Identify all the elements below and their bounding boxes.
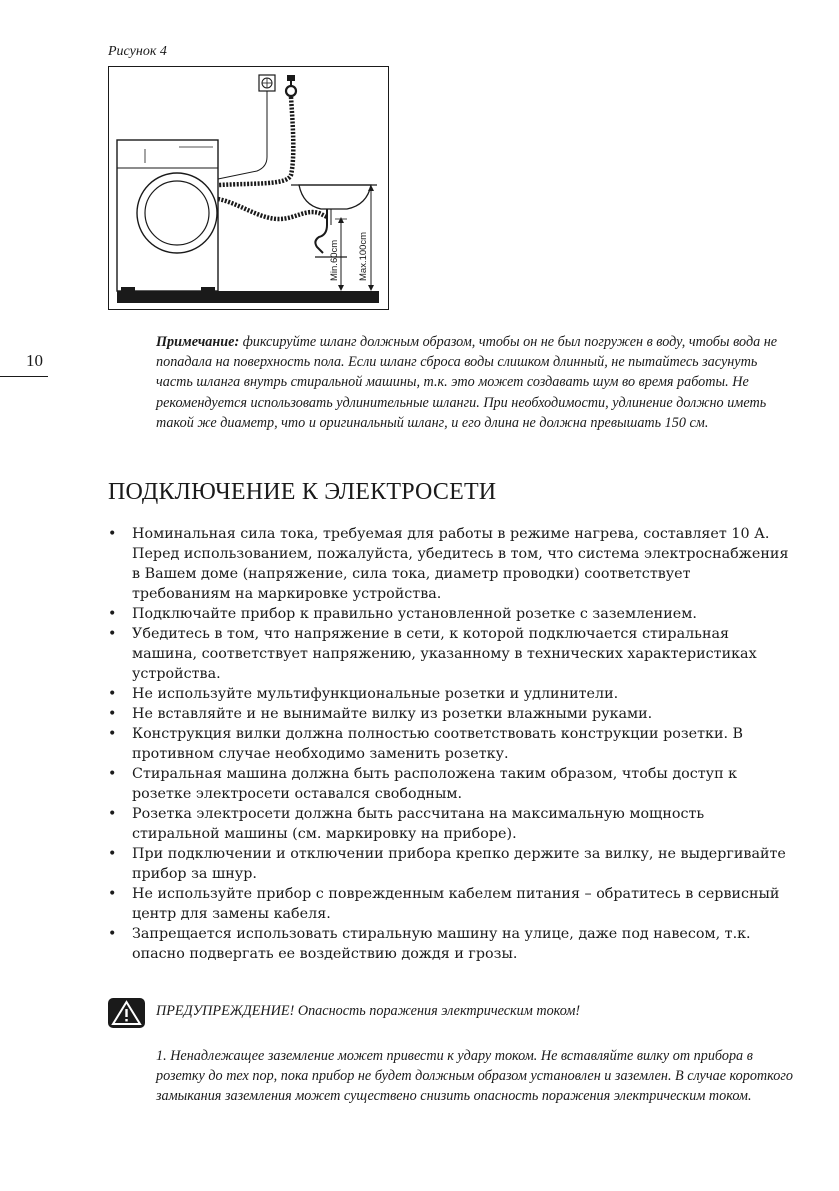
list-item: • Не используйте мультифункциональные розетки и удлинители. — [108, 684, 790, 704]
safety-bullet-list — [108, 524, 790, 964]
list-item: • Не используйте прибор с поврежденным кабелем питания – обратитесь в сервисный центр для замены кабеля. — [108, 884, 790, 924]
inlet-hose — [218, 97, 293, 185]
page-number-rule — [0, 376, 48, 377]
list-item: • Подключайте прибор к правильно установленной розетке с заземлением. — [108, 604, 790, 624]
drain-hose-diagram — [109, 67, 390, 311]
page-number: 10 — [26, 351, 43, 370]
power-cord — [218, 91, 267, 179]
list-item: • Номинальная сила тока, требуемая для работы в режиме нагрева, составляет 10 А. Перед использованием, пожалуйста, убедитесь в том, что система электроснабжения в Вашем доме (напряжение, сила тока, диаметр проводки) соответствует требованиям на маркировке устройства. — [108, 524, 790, 604]
tap-icon — [286, 86, 296, 96]
warning-title: ПРЕДУПРЕЖДЕНИЕ! Опасность поражения электрическим током! — [156, 1003, 581, 1019]
list-item: • Не вставляйте и не вынимайте вилку из розетки влажными руками. — [108, 704, 790, 724]
list-item: • Убедитесь в том, что напряжение в сети, к которой подключается стиральная машина, соответствует напряжению, указанному в технических характеристиках устройства. — [108, 624, 790, 684]
figure-caption: Рисунок 4 — [108, 44, 167, 59]
section-title: ПОДКЛЮЧЕНИЕ К ЭЛЕКТРОСЕТИ — [108, 479, 497, 505]
min-height-label: Min.60cm — [329, 239, 340, 281]
list-item: • Розетка электросети должна быть рассчитана на максимальную мощность стиральной машины (см. маркировку на приборе). — [108, 804, 790, 844]
list-item: • Стиральная машина должна быть расположена таким образом, чтобы доступ к розетке электросети оставался свободным. — [108, 764, 790, 804]
note-paragraph — [156, 332, 790, 433]
door-glass — [145, 181, 209, 245]
warning-icon — [108, 998, 145, 1028]
note-label: Примечание: — [156, 334, 240, 350]
max-height-label: Max.100cm — [358, 231, 369, 281]
list-item: • Запрещается использовать стиральную машину на улице, даже под навесом, т.к. опасно подвергать ее воздействию дождя и грозы. — [108, 924, 790, 964]
list-item: • При подключении и отключении прибора крепко держите за вилку, не выдергивайте прибор за шнур. — [108, 844, 790, 884]
sink — [299, 185, 371, 209]
note-text: фиксируйте шланг должным образом, чтобы он не был погружен в воду, чтобы вода не попадала на поверхность пола. Если шланг сброса воды слишком длинный, не пытайтесь засунуть часть шланга внутрь стиральной машины, т.к. это может создавать шум во время работы. Не рекомендуется использовать удлинительные шланги. При необходимости, удлинение должно иметь такой же диаметр, что и оригинальный шланг, и его длина не должна превышать 150 см. — [156, 334, 778, 431]
warning-body: 1. Ненадлежащее заземление может привести к удару током. Не вставляйте вилку от прибора в розетку до тех пор, пока прибор не будет должным образом установлен и заземлен. В случае короткого замыкания заземления может существено снизить опасность поражения электрическим током. — [156, 1048, 794, 1105]
floor — [117, 291, 379, 303]
list-item: • Конструкция вилки должна полностью соответствовать конструкции розетки. В противном случае необходимо заменить розетку. — [108, 724, 790, 764]
installation-figure — [108, 66, 389, 310]
